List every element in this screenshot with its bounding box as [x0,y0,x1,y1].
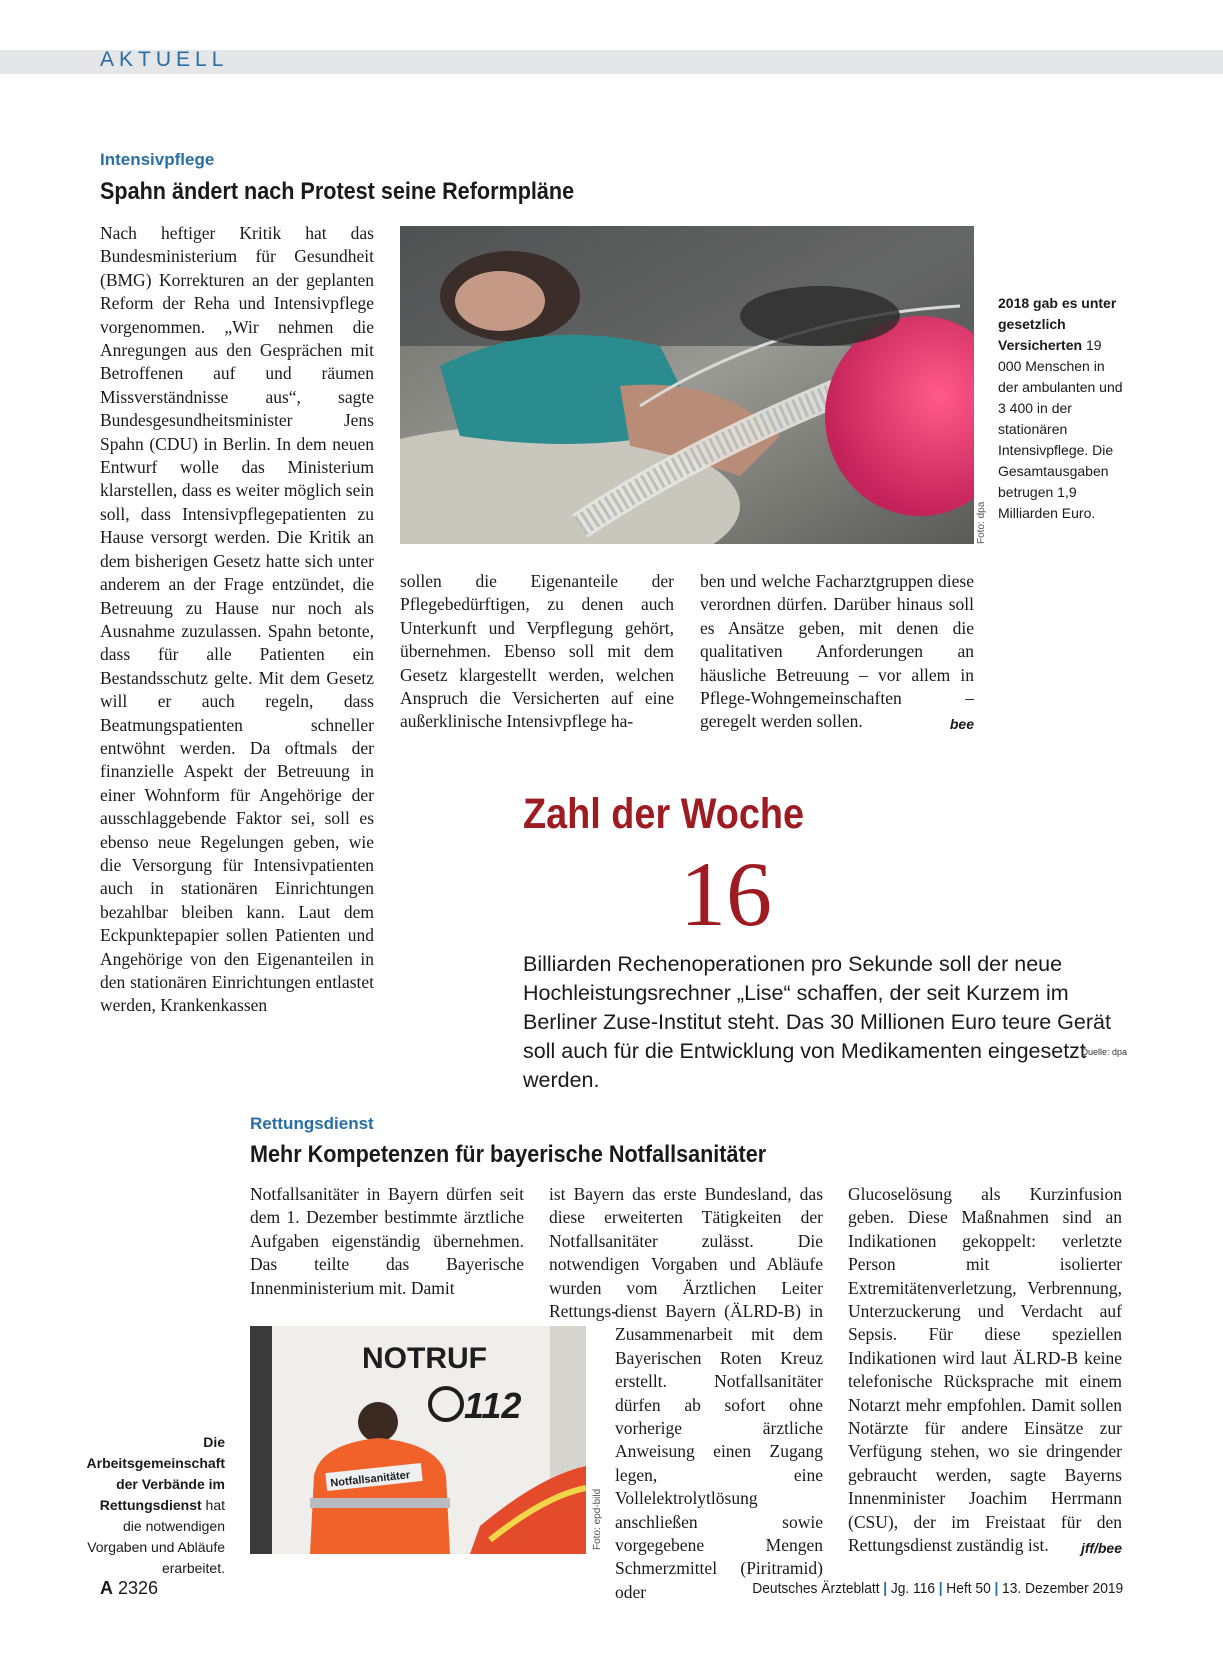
journal-volume: Jg. 116 [890,1580,935,1597]
page-prefix: A [100,1578,113,1598]
page-number-value: 2326 [118,1578,159,1598]
article1-photo-credit: Foto: dpa [976,501,987,544]
article2-column-2-top: ist Bayern das erste Bundesland, das diese erweiterten Tätigkeiten der Notfallsanitäter zulässt. Die notwendigen Vorgaben und Abläufe wurden vom Ärztlichen Leiter Rettungs- [549,1184,823,1322]
photo-notruf-text: NOTRUF [362,1342,487,1375]
zahl-der-woche-title: Zahl der Woche [523,790,805,838]
footer-separator: | [994,1580,999,1597]
article1-column-3-text: ben und welche Facharztgruppen diese verordnen dürfen. Darüber hinaus soll es Ansätze geben, mit denen die qualitativen Anforderungen an häusliche Betreuung – vor allem in Pflege-Wohngemeinschaften – geregelt werden sollen. [700,571,974,732]
article2-column-1: Notfallsanitäter in Bayern dürfen seit dem 1. Dezember bestimmte ärztliche Aufgaben eigenständig übernehmen. Das teilte das Bayerische Innenministerium mit. Damit [250,1184,524,1298]
article1-caption-text: 19 000 Menschen in der ambulanten und 3 400 in der stationären Intensivpflege. Die Gesamtausgaben betrugen 1,9 Milliarden Euro. [998,337,1123,521]
article1-byline: bee [949,716,974,733]
article2-column-2-bottom: dienst Bayern (ÄLRD-B) in Zusammenarbeit mit dem Bayerischen Roten Kreuz erstellt. Notfallsanitäter dürfen ab sofort ohne vorherige ärztliche Anweisung einen Zugang legen, eine Vollelektrolytlösung anschließen sowie vorgegebene Mengen Schmerzmittel (Piritramid) oder [615,1301,823,1602]
article2-column-3-text: Glucoselösung als Kurzinfusion geben. Diese Maßnahmen sind an Indikationen gekoppelt: verletzte Person mit isolierter Extremitätenverletzung, Verbrennung, Unterzuckerung und Verdacht auf Sepsis. Für diese speziellen Indikationen wird laut ÄLRD-B keine telefonische Rücksprache mit einem Notarzt mehr empfohlen. Damit sollen Notärzte für andere Einsätze zur Verfügung stehen, wo sie dringender gebraucht werden, sagte Bayerns Innenminister Joachim Herrmann (CSU), der im Freistaat für den Rettungsdienst zuständig ist. [848,1184,1122,1556]
article1-kicker: Intensivpflege [100,150,215,169]
article1-column-1: Nach heftiger Kritik hat das Bundesministerium für Gesundheit (BMG) Korrekturen an der geplanten Reform der Reha und Intensivpflege vorgenommen. „Wir nehmen die Anregungen aus den Gesprächen mit Betroffenen auf und räumen Missverständnisse aus“, sagte Bundesgesundheitsminister Jens Spahn (CDU) in Berlin. In dem neuen Entwurf wolle das Ministerium klarstellen, dass es weiter möglich sein soll, dass Intensivpflegepatienten zu Hause versorgt werden. Die Kritik an dem bisherigen Gesetz hatte sich unter anderem an der Frage entzündet, die Betreuung zu Hause nur noch als Ausnahme zuzulassen. Spahn betonte, dass für alle Patienten ein Bestandsschutz gelte. Mit dem Gesetz will er auch regeln, dass Beatmungspatienten schneller entwöhnt werden. Da oftmals der finanzielle Aspekt der Betreuung in einer Wohnform für Angehörige der ausschlaggebende Faktor sei, soll es ebenso neue Regelungen geben, wie die Versorgung für Intensivpatienten auch in stationären Einrichtungen bezahlbar bleiben kann. Laut dem Eckpunktepapier sollen Patienten und Angehörige von den Eigenanteilen in den stationären Einrichtungen entlastet werden, Krankenkassen [100,223,374,1016]
photo-112-text: 112 [464,1385,522,1426]
article2-byline: jff/bee [1081,1540,1122,1557]
article1-caption-bold: 2018 gab es unter gesetzlich Versicherten [998,295,1117,353]
article2-headline: Mehr Kompetenzen für bayerische Notfallsanitäter [250,1141,767,1168]
section-label: AKTUELL [100,48,229,71]
article2-photo-credit: Foto: epd-bild [592,1488,603,1550]
article2-caption-bold: Die Arbeitsgemeinschaft der Verbände im Rettungsdienst [86,1434,225,1513]
article1-column-2: sollen die Eigenanteile der Pflegebedürftigen, zu denen auch Unterkunft und Verpflegung gehört, übernehmen. Ebenso soll mit dem Gesetz klargestellt werden, welchen Anspruch die Versicherten auf eine außerklinische Intensivpflege ha- [400,571,674,732]
article1-column-3 [700,570,974,737]
article2-kicker: Rettungsdienst [250,1114,374,1133]
article2-caption-text: hat die notwendigen Vorgaben und Abläufe erarbeitet. [87,1497,225,1576]
footer-separator: | [938,1580,943,1597]
zahl-der-woche-source: Quelle: dpa [1081,1047,1128,1057]
footer-separator: | [883,1580,887,1597]
article2-photo-caption [85,1432,225,1579]
photo-vest-text: Notfallsanitäter [329,1469,411,1490]
ventilation-patient-photo [400,226,974,544]
page-number [100,1578,158,1599]
journal-date: 13. Dezember 2019 [1001,1580,1123,1597]
zahl-der-woche-number: 16 [680,843,772,945]
paramedic-photo [250,1326,586,1554]
journal-info [752,1580,1123,1597]
journal-name: Deutsches Ärzteblatt [752,1580,880,1597]
article1-photo-caption [998,293,1128,524]
article1-headline: Spahn ändert nach Protest seine Reformpläne [100,178,575,205]
article2-column-3 [848,1183,1122,1561]
zahl-der-woche-text: Billiarden Rechenoperationen pro Sekunde soll der neue Hochleistungsrechner „Lise“ schaffen, der seit Kurzem im Berliner Zuse-Institut steht. Das 30 Millionen Euro teure Gerät soll auch für die Entwicklung von Medikamenten eingesetzt werden. [523,952,1111,1092]
journal-issue: Heft 50 [946,1580,991,1597]
